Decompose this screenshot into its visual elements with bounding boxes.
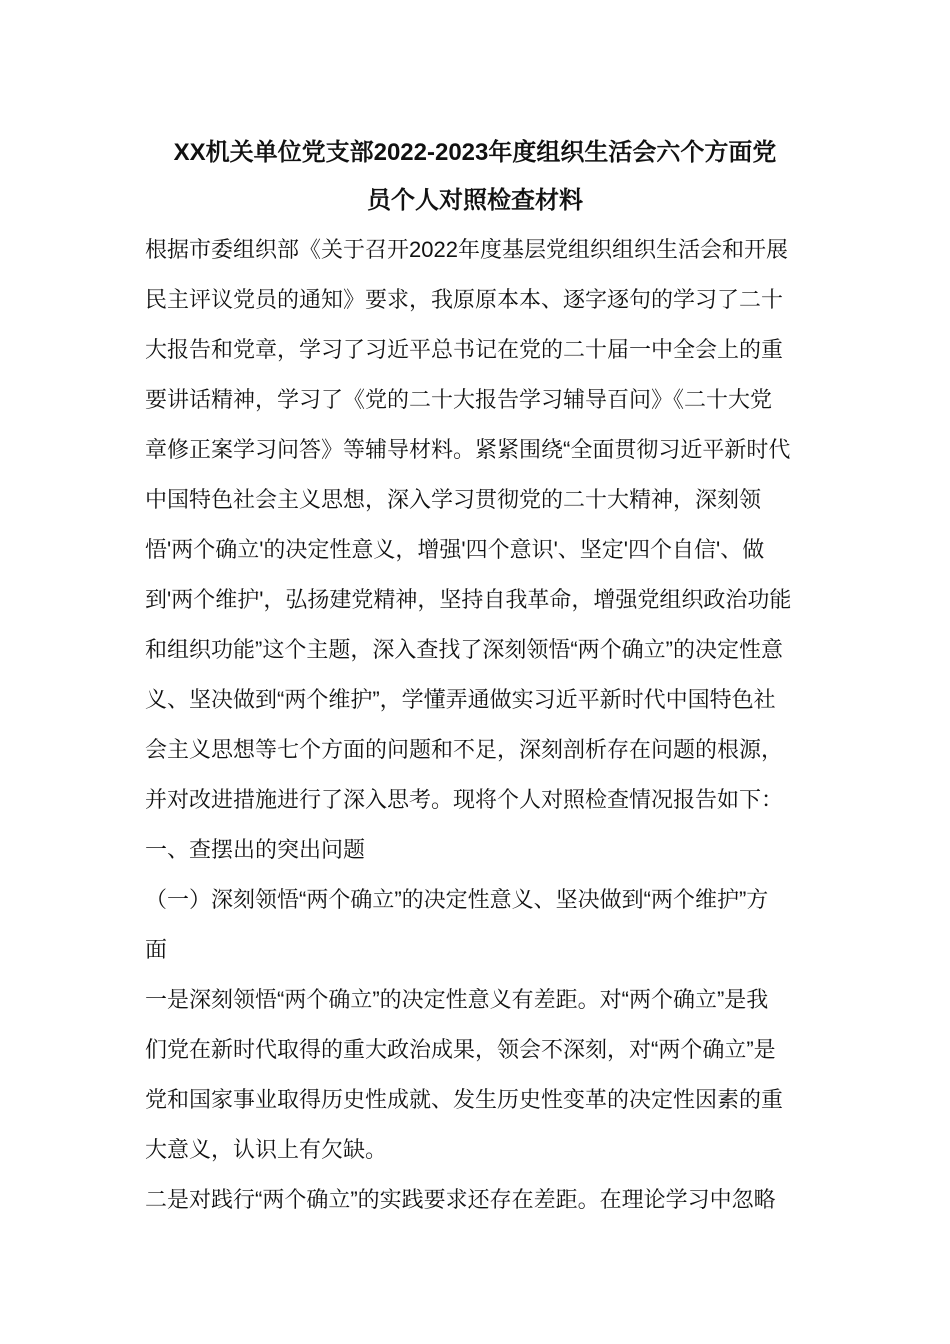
body-line: 章修正案学习问答》等辅导材料。紧紧围绕“全面贯彻习近平新时代 — [145, 437, 791, 462]
body-line: 义、坚决做到“两个维护”，学懂弄通做实习近平新时代中国特色社 — [145, 687, 776, 712]
body-line: 中国特色社会主义思想，深入学习贯彻党的二十大精神，深刻领 — [145, 487, 762, 512]
body-line: 根据市委组织部《关于召开2022年度基层党组织组织生活会和开展 — [145, 237, 788, 262]
body-line: 并对改进措施进行了深入思考。现将个人对照检查情况报告如下： — [145, 787, 784, 812]
subsection-heading: 面 — [145, 937, 168, 962]
body-line: 悟'两个确立'的决定性意义，增强'四个意识'、坚定'四个自信'、做 — [145, 537, 765, 562]
body-line: 大报告和党章，学习了习近平总书记在党的二十届一中全会上的重 — [145, 337, 784, 362]
document-title-line-2: 员个人对照检查材料 — [367, 187, 583, 214]
document-title-line-1: XX机关单位党支部2022-2023年度组织生活会六个方面党 — [173, 139, 777, 166]
body-line: 党和国家事业取得历史性成就、发生历史性变革的决定性因素的重 — [145, 1087, 784, 1112]
body-line: 二是对践行“两个确立”的实践要求还存在差距。在理论学习中忽略 — [145, 1187, 776, 1212]
body-line: 一是深刻领悟“两个确立”的决定性意义有差距。对“两个确立”是我 — [145, 987, 769, 1012]
body-line: 们党在新时代取得的重大政治成果，领会不深刻，对“两个确立”是 — [145, 1037, 776, 1062]
section-heading: 一、查摆出的突出问题 — [145, 837, 366, 862]
body-line: 和组织功能”这个主题，深入查找了深刻领悟“两个确立”的决定性意 — [145, 637, 783, 662]
body-line: 会主义思想等七个方面的问题和不足，深刻剖析存在问题的根源， — [145, 737, 784, 762]
document-body — [145, 225, 815, 1225]
body-line: 大意义，认识上有欠缺。 — [145, 1137, 388, 1162]
subsection-heading: （一）深刻领悟“两个确立”的决定性意义、坚决做到“两个维护”方 — [145, 887, 769, 912]
body-line: 到'两个维护'，弘扬建党精神，坚持自我革命，增强党组织政治功能 — [145, 587, 792, 612]
body-line: 要讲话精神，学习了《党的二十大报告学习辅导百问》《二十大党 — [145, 387, 773, 412]
body-line: 民主评议党员的通知》要求，我原原本本、逐字逐句的学习了二十 — [145, 287, 784, 312]
